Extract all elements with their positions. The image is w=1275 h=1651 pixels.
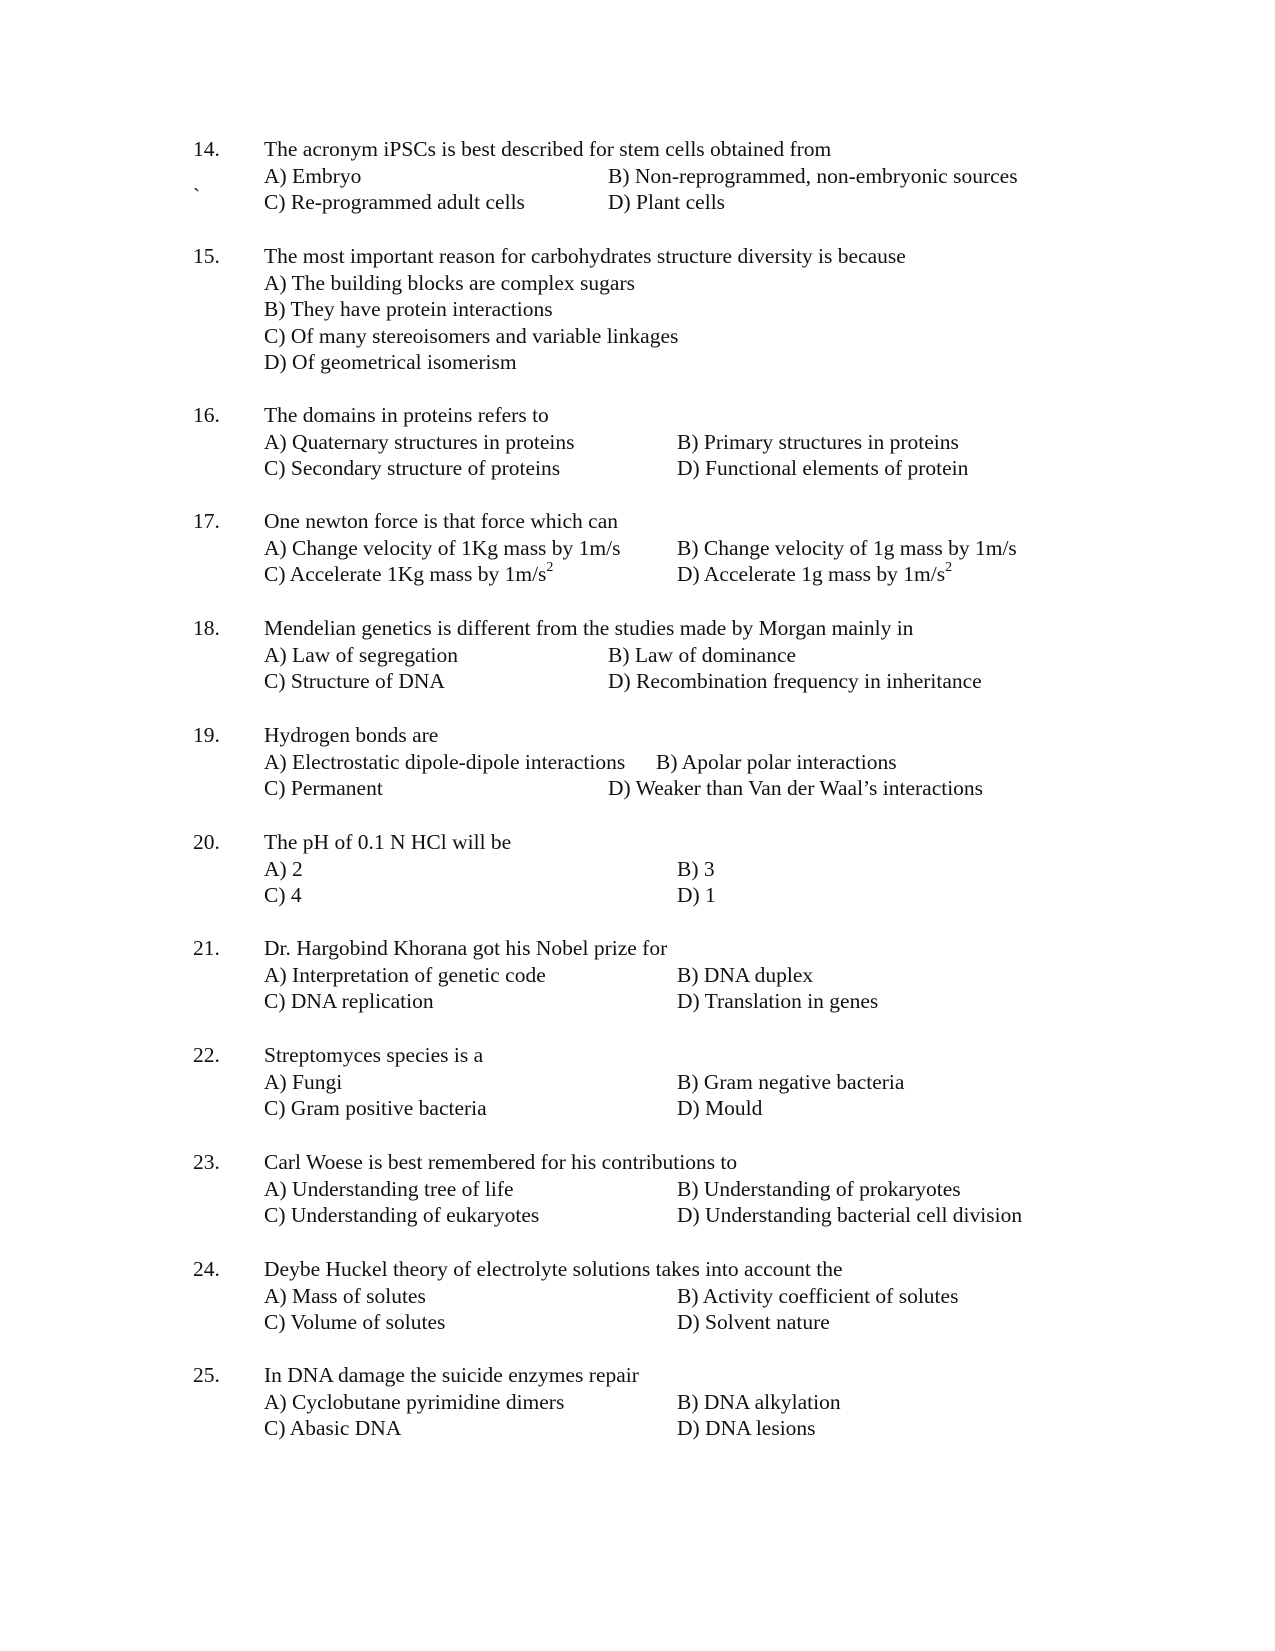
option-a: A) Interpretation of genetic code <box>264 962 546 987</box>
question-stem: In DNA damage the suicide enzymes repair <box>264 1363 639 1387</box>
option-d: D) Functional elements of protein <box>677 456 969 480</box>
option-b: B) Understanding of prokaryotes <box>677 1176 961 1201</box>
question-stem: Deybe Huckel theory of electrolyte solutions takes into account the <box>264 1257 843 1281</box>
question-number: 19. <box>193 723 220 747</box>
option-b: B) DNA duplex <box>677 962 814 987</box>
superscript: 2 <box>546 559 554 575</box>
question-number: 20. <box>193 830 220 854</box>
question-stem: Streptomyces species is a <box>264 1043 484 1067</box>
option-b: B) 3 <box>677 856 715 881</box>
option-d-text: D) Accelerate 1g mass by 1m/s <box>677 562 946 586</box>
option-d: D) Of geometrical isomerism <box>264 350 517 374</box>
option-c: C) Volume of solutes <box>264 1310 446 1334</box>
option-a: A) Electrostatic dipole-dipole interactions <box>264 749 626 774</box>
question-stem: Dr. Hargobind Khorana got his Nobel prize for <box>264 936 668 960</box>
option-b: B) Law of dominance <box>608 642 797 667</box>
option-a: A) Understanding tree of life <box>264 1176 514 1201</box>
option-c: C) Re-programmed adult cells <box>264 190 525 214</box>
option-c: C) Understanding of eukaryotes <box>264 1203 540 1227</box>
option-c: C) Secondary structure of proteins <box>264 456 561 480</box>
option-b: B) DNA alkylation <box>677 1389 841 1414</box>
option-a: A) The building blocks are complex sugars <box>264 270 635 295</box>
question-stem: Hydrogen bonds are <box>264 723 439 747</box>
option-b: B) They have protein interactions <box>264 297 553 321</box>
option-d: D) Understanding bacterial cell division <box>677 1203 1023 1227</box>
option-b: B) Non-reprogrammed, non-embryonic sources <box>608 163 1018 188</box>
question-number: 16. <box>193 403 220 427</box>
option-c <box>264 561 553 588</box>
question-number: 25. <box>193 1363 220 1387</box>
question-number: 21. <box>193 936 220 960</box>
option-d: D) Solvent nature <box>677 1310 830 1334</box>
option-b: B) Activity coefficient of solutes <box>677 1283 959 1308</box>
question-stem: One newton force is that force which can <box>264 509 619 533</box>
option-c: C) Structure of DNA <box>264 669 445 693</box>
option-b: B) Primary structures in proteins <box>677 429 959 454</box>
question-stem: The acronym iPSCs is best described for stem cells obtained from <box>264 137 832 161</box>
option-a: A) Fungi <box>264 1069 343 1094</box>
option-d: D) Translation in genes <box>677 989 879 1013</box>
question-stem: Mendelian genetics is different from the studies made by Morgan mainly in <box>264 616 914 640</box>
option-c: C) DNA replication <box>264 989 434 1013</box>
option-d <box>677 561 952 588</box>
question-number: 14. <box>193 137 220 161</box>
option-c: C) Gram positive bacteria <box>264 1096 487 1120</box>
option-c: C) 4 <box>264 883 302 907</box>
option-d: D) Plant cells <box>608 190 726 214</box>
question-number: 24. <box>193 1257 220 1281</box>
option-b: B) Apolar polar interactions <box>656 749 897 774</box>
question-number: 17. <box>193 509 220 533</box>
option-a: A) Mass of solutes <box>264 1283 426 1308</box>
option-d: D) Weaker than Van der Waal’s interactions <box>608 776 984 800</box>
question-number: 15. <box>193 244 220 268</box>
question-stem: The domains in proteins refers to <box>264 403 549 427</box>
option-b: B) Gram negative bacteria <box>677 1069 905 1094</box>
option-d: D) 1 <box>677 883 716 907</box>
option-c: C) Of many stereoisomers and variable linkages <box>264 323 679 348</box>
option-d: D) Mould <box>677 1096 763 1120</box>
question-number: 23. <box>193 1150 220 1174</box>
option-a: A) Cyclobutane pyrimidine dimers <box>264 1389 565 1414</box>
question-stem: Carl Woese is best remembered for his contributions to <box>264 1150 738 1174</box>
option-b: B) Change velocity of 1g mass by 1m/s <box>677 535 1017 560</box>
question-number: 22. <box>193 1043 220 1067</box>
option-c: C) Permanent <box>264 776 383 800</box>
option-a: A) 2 <box>264 856 303 881</box>
option-c-text: C) Accelerate 1Kg mass by 1m/s <box>264 562 547 586</box>
option-a: A) Law of segregation <box>264 642 459 667</box>
option-a: A) Quaternary structures in proteins <box>264 429 575 454</box>
superscript: 2 <box>945 559 953 575</box>
stray-mark: ` <box>193 184 201 208</box>
option-a: A) Change velocity of 1Kg mass by 1m/s <box>264 535 621 560</box>
option-d: D) DNA lesions <box>677 1416 816 1440</box>
question-stem: The pH of 0.1 N HCl will be <box>264 830 512 854</box>
option-d: D) Recombination frequency in inheritance <box>608 669 982 693</box>
option-c: C) Abasic DNA <box>264 1416 402 1440</box>
question-stem: The most important reason for carbohydrates structure diversity is because <box>264 244 906 268</box>
option-a: A) Embryo <box>264 163 362 188</box>
question-number: 18. <box>193 616 220 640</box>
